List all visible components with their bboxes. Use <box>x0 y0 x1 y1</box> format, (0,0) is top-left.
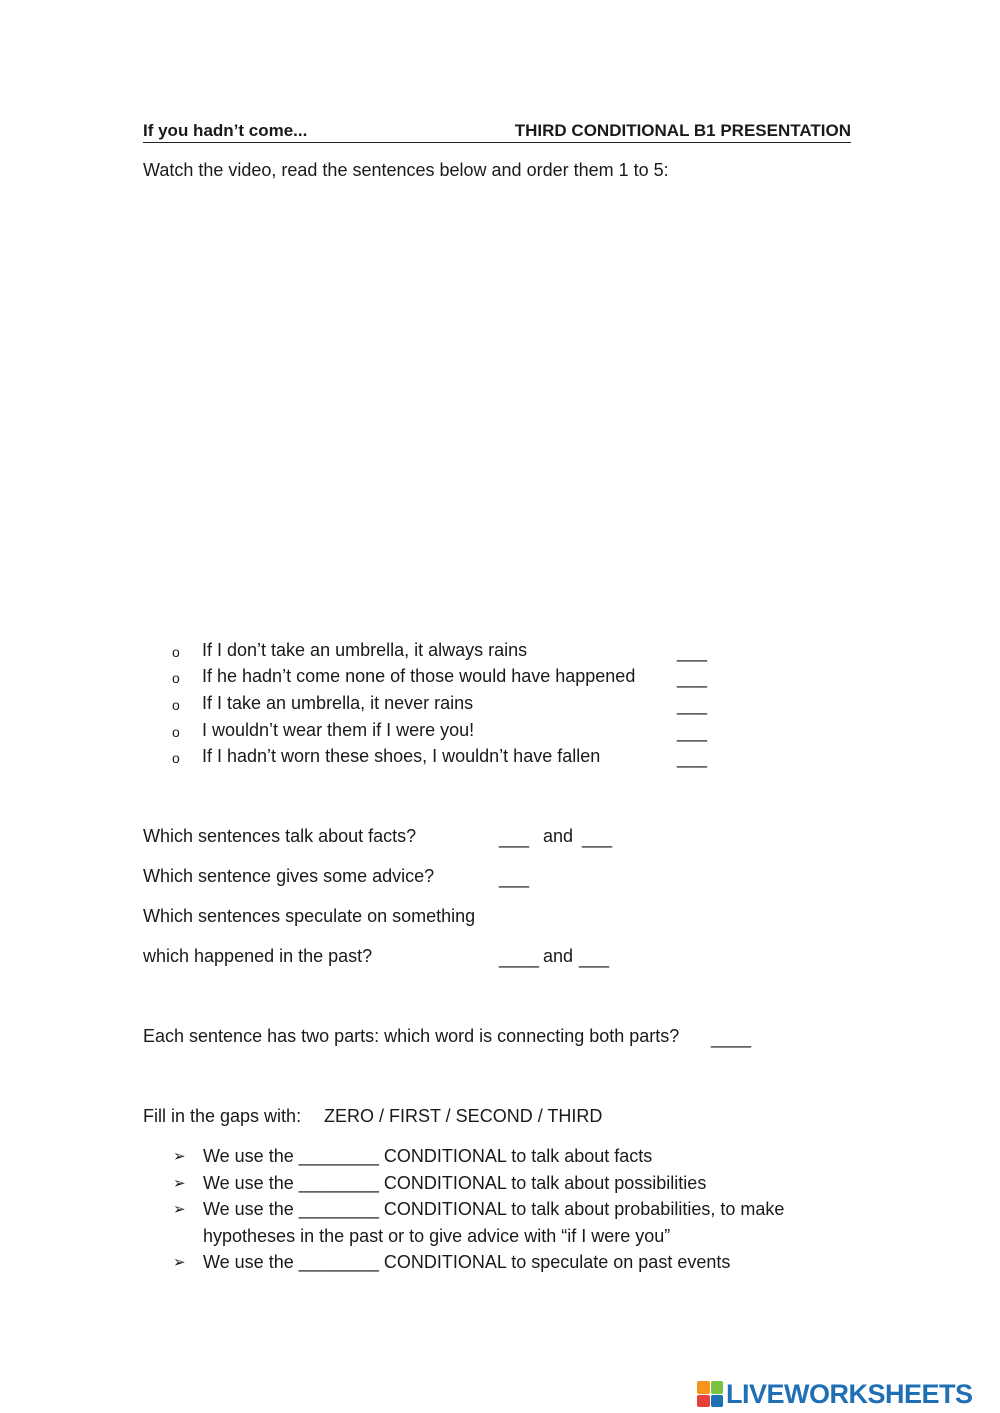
order-blank[interactable]: ___ <box>677 695 708 715</box>
answer-blank[interactable]: ___ <box>499 868 530 888</box>
order-blank[interactable]: ___ <box>677 642 708 662</box>
worksheet-header <box>143 120 851 143</box>
fill-suffix: CONDITIONAL to speculate on past events <box>383 1252 731 1272</box>
fill-sentence <box>203 1173 706 1194</box>
question-text: Which sentence gives some advice? <box>143 866 435 886</box>
fill-suffix: CONDITIONAL to talk about facts <box>383 1146 653 1166</box>
arrow-bullet-icon: ➢ <box>173 1201 186 1218</box>
fill-sentence <box>203 1252 730 1273</box>
circle-bullet-icon: o <box>172 750 180 766</box>
fill-blank[interactable]: ________ <box>298 1252 379 1272</box>
fill-prefix: We use the <box>203 1146 294 1166</box>
order-sentence: If I take an umbrella, it never rains <box>202 693 474 713</box>
question-text-line2: which happened in the past? <box>143 946 373 966</box>
liveworksheets-logo-icon <box>697 1381 723 1407</box>
fill-sentence <box>203 1199 784 1220</box>
order-blank[interactable]: ___ <box>677 668 708 688</box>
worksheet-title: If you hadn’t come... <box>143 121 308 140</box>
question-text-line1: Which sentences speculate on something <box>143 906 476 926</box>
fill-options: ZERO / FIRST / SECOND / THIRD <box>324 1106 603 1126</box>
answer-blank[interactable]: ___ <box>582 828 613 848</box>
order-blank[interactable]: ___ <box>677 748 708 768</box>
question-text: Which sentences talk about facts? <box>143 826 417 846</box>
order-sentence: If I don’t take an umbrella, it always rains <box>202 640 528 660</box>
fill-prefix: We use the <box>203 1252 294 1272</box>
liveworksheets-logo <box>697 1378 973 1410</box>
arrow-bullet-icon: ➢ <box>173 1254 186 1271</box>
fill-prefix: We use the <box>203 1173 294 1193</box>
circle-bullet-icon: o <box>172 724 180 740</box>
arrow-bullet-icon: ➢ <box>173 1175 186 1192</box>
and-label: and <box>543 826 574 846</box>
fill-label: Fill in the gaps with: <box>143 1106 302 1126</box>
fill-prefix: We use the <box>203 1199 294 1219</box>
worksheet-subtitle: THIRD CONDITIONAL B1 PRESENTATION <box>514 121 851 140</box>
question-text: Each sentence has two parts: which word is connecting both parts? <box>143 1026 680 1046</box>
circle-bullet-icon: o <box>172 670 180 686</box>
logo-text: LIVEWORKSHEETS <box>726 1378 973 1409</box>
circle-bullet-icon: o <box>172 697 180 713</box>
answer-blank[interactable]: ___ <box>499 828 530 848</box>
fill-blank[interactable]: ________ <box>298 1173 379 1193</box>
answer-blank[interactable]: ____ <box>711 1028 752 1048</box>
circle-bullet-icon: o <box>172 644 180 660</box>
fill-suffix: CONDITIONAL to talk about possibilities <box>383 1173 707 1193</box>
fill-sentence <box>203 1146 652 1167</box>
answer-blank[interactable]: ____ <box>499 948 540 968</box>
fill-blank[interactable]: ________ <box>298 1146 379 1166</box>
and-label: and <box>543 946 574 966</box>
order-blank[interactable]: ___ <box>677 722 708 742</box>
fill-suffix: CONDITIONAL to talk about probabilities, to make <box>383 1199 785 1219</box>
order-sentence: If I hadn’t worn these shoes, I wouldn’t have fallen <box>202 746 601 766</box>
answer-blank[interactable]: ___ <box>579 948 610 968</box>
order-sentence: If he hadn’t come none of those would have happened <box>202 666 636 686</box>
instruction-text: Watch the video, read the sentences below and order them 1 to 5: <box>143 160 669 180</box>
order-sentence: I wouldn’t wear them if I were you! <box>202 720 475 740</box>
fill-continuation: hypotheses in the past or to give advice with “if I were you” <box>203 1226 671 1246</box>
arrow-bullet-icon: ➢ <box>173 1148 186 1165</box>
fill-blank[interactable]: ________ <box>298 1199 379 1219</box>
